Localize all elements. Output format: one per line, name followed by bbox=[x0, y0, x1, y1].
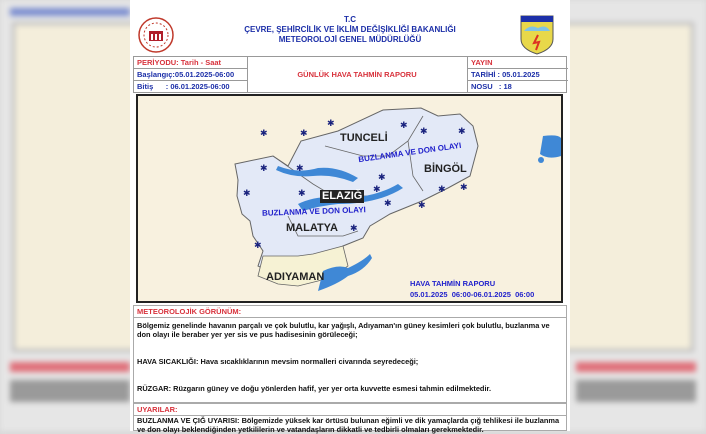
report-title: GÜNLÜK HAVA TAHMİN RAPORU bbox=[297, 70, 417, 79]
svg-text:✱: ✱ bbox=[400, 121, 408, 131]
directorate-name: METEOROLOJİ GENEL MÜDÜRLÜĞÜ bbox=[278, 35, 422, 44]
publish-date: TARİHİ : 05.01.2025 bbox=[471, 70, 540, 79]
map-caption-period: 05.01.2025 06:00-06.01.2025 06:00 bbox=[410, 290, 535, 299]
yayin-label: YAYIN bbox=[471, 58, 493, 67]
svg-text:✱: ✱ bbox=[384, 199, 392, 209]
svg-text:✱: ✱ bbox=[298, 189, 306, 199]
warnings-heading: UYARILAR: bbox=[134, 404, 566, 416]
forecast-document bbox=[130, 0, 570, 434]
svg-text:✱: ✱ bbox=[438, 185, 446, 195]
svg-text:✱: ✱ bbox=[260, 164, 268, 174]
outlook-section bbox=[133, 305, 567, 403]
warning-label-north: BUZLANMA VE DON OLAYI bbox=[357, 140, 462, 165]
svg-text:✱: ✱ bbox=[296, 164, 304, 174]
report-info-table bbox=[133, 56, 567, 93]
ministry-name: ÇEVRE, ŞEHİRCİLİK VE İKLİM DEĞİŞİKLİĞİ BAKANLIĞI bbox=[244, 25, 456, 34]
document-header bbox=[130, 0, 570, 56]
svg-text:✱: ✱ bbox=[378, 173, 386, 183]
svg-text:✱: ✱ bbox=[418, 201, 426, 211]
city-label-bingol: BİNGÖL bbox=[424, 163, 467, 175]
wind-text: RÜZGAR: Rüzgarın güney ve doğu yönlerden hafif, yer yer orta kuvvette esmesi tahmin edilmektedir. bbox=[137, 384, 492, 393]
forecast-map bbox=[136, 94, 563, 303]
start-time: Başlangıç:05.01.2025-06:00 bbox=[137, 70, 235, 79]
city-label-elazig: ELAZIĞ bbox=[322, 190, 363, 202]
outlook-text: Bölgemiz genelinde havanın parçalı ve çok bulutlu, kar yağışlı, Adıyaman'ın güney kesimleri çok bulutlu, buzlanma ve don olayı ile beraber yer yer sis ve pus hadisesinin görüleceği; bbox=[137, 321, 550, 339]
svg-text:✱: ✱ bbox=[260, 129, 268, 139]
city-label-adiyaman: ADIYAMAN bbox=[266, 271, 325, 283]
city-label-malatya: MALATYA bbox=[286, 222, 338, 234]
svg-text:✱: ✱ bbox=[458, 127, 466, 137]
city-label-tunceli: TUNCELİ bbox=[340, 132, 388, 144]
svg-text:✱: ✱ bbox=[327, 119, 335, 129]
warning-label-west: BUZLANMA VE DON OLAYI bbox=[261, 205, 366, 218]
svg-text:✱: ✱ bbox=[420, 127, 428, 137]
map-caption-title: HAVA TAHMİN RAPORU bbox=[410, 279, 496, 288]
temperature-text: HAVA SICAKLIĞI: Hava sıcaklıklarının mevsim normalleri civarında seyredeceği; bbox=[137, 357, 419, 366]
svg-text:✱: ✱ bbox=[460, 183, 468, 193]
end-time: Bitiş : 06.01.2025-06:00 bbox=[137, 82, 230, 91]
outlook-heading: METEOROLOJİK GÖRÜNÜM: bbox=[134, 306, 566, 318]
meteoroloji-logo-icon bbox=[520, 15, 554, 55]
svg-text:✱: ✱ bbox=[300, 129, 308, 139]
period-label: PERİYODU: Tarih - Saat bbox=[137, 58, 222, 67]
warnings-section bbox=[133, 403, 567, 434]
warnings-text: BUZLANMA VE ÇIĞ UYARISI: Bölgemizde yüksek kar örtüsü bulunan eğimli ve dik yamaçlarda çığ tehlikesi ile buzlanma ve don olayı beklendiğinden yetkililerin ve vatandaşların dikkatli ve tedbirli olmaları gerekmektedir. bbox=[137, 416, 560, 434]
svg-text:✱: ✱ bbox=[350, 224, 358, 234]
header-line-1: T.C bbox=[344, 15, 356, 24]
report-number: NOSU : 18 bbox=[471, 82, 512, 91]
svg-text:✱: ✱ bbox=[243, 189, 251, 199]
svg-text:✱: ✱ bbox=[373, 185, 381, 195]
svg-text:✱: ✱ bbox=[254, 241, 262, 251]
